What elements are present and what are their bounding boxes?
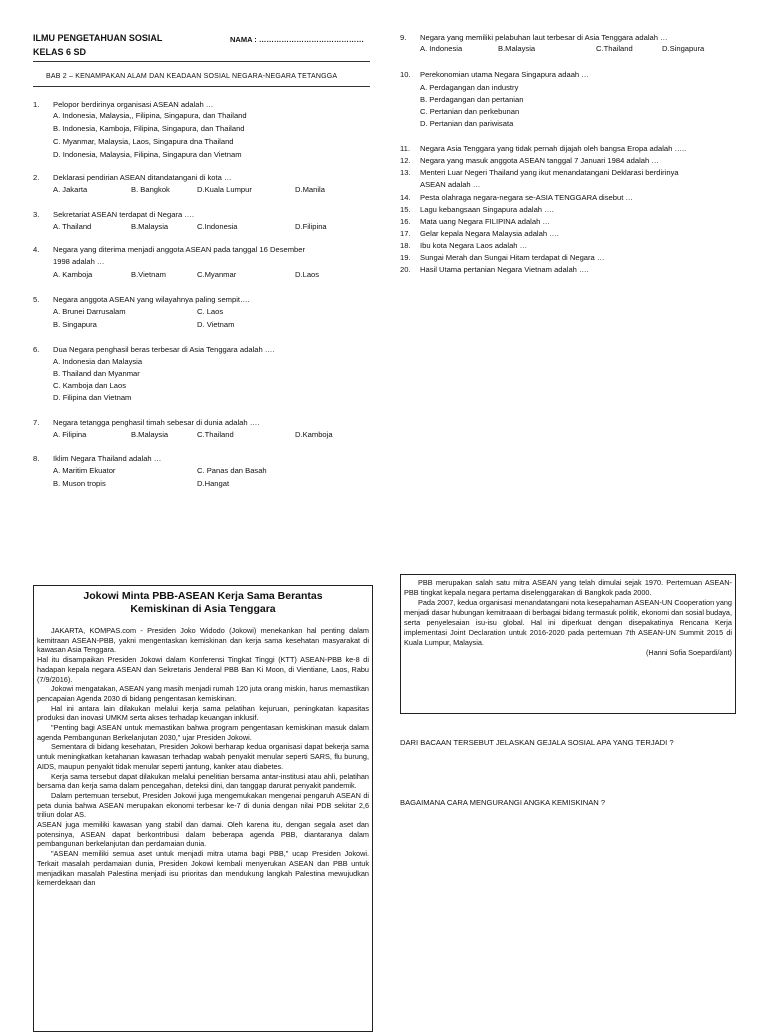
article-paragraph: "ASEAN memiliki semua aset untuk menjadi mitra utama bagi PBB," ucap Presiden Jokowi. Terkait masalah perdamaian dunia, Presiden Jokowi kembali menyerukan ASEAN dan PBB untuk menjadikan masalah Palestina menjadi isu prioritas dan mendukung langkah Palestina mewujudkan kemerdekaan dan (37, 849, 369, 888)
article-paragraph: Dalam pertemuan tersebut, Presiden Jokowi juga mengemukakan mengenai pengaruh ASEAN di peta dunia bahwa ASEAN merupakan ekonomi terbesar ke-7 di dunia dengan nilai PDB sekitar 2,6 triliun dolar AS. (37, 790, 369, 820)
article-paragraph: Kerja sama tersebut dapat dilakukan melalui penelitian bersama antar-institusi atau ahli, pelatihan bersama dan kerja sama dalam pencegahan, deteksi dini, dan tanggap darurat penyakit pandemik. (37, 771, 369, 791)
question-17: 17. Gelar kepala Negara Malaysia adalah …. (400, 229, 559, 238)
article-body (34, 616, 372, 888)
article-paragraph: Hal ini antara lain dilakukan melalui kerja sama pelatihan kejuruan, peningkatan kapasitas produksi dan inovasi UMKM serta akses terhadap keuangan inklusif. (37, 703, 369, 723)
article-box (33, 585, 373, 1032)
essay-question-2: BAGAIMANA CARA MENGURANGI ANGKA KEMISKINAN ? (400, 798, 606, 807)
article-paragraph: Jokowi mengatakan, ASEAN yang masih menjadi rumah 120 juta orang miskin, harus memastikan pencapaian Agenda 2030 di bidang pengentasan kemiskinan. (37, 684, 369, 703)
article-paragraph: ASEAN juga memiliki kawasan yang stabil dan damai. Oleh karena itu, dengan segala aset dan potensinya, ASEAN dapat berkontribusi dalam beberapa agenda PBB, diantaranya dalam pembangunan berkelanjutan dan perdamaian dunia. (37, 820, 369, 849)
article-paragraph: Sementara di bidang kesehatan, Presiden Jokowi berharap kedua organisasi dapat bekerja sama untuk meningkatkan ketahanan kawasan terhadap wabah penyakit menular seperti SARS, flu burung, AIDS, maupun penyakit tidak menular seperti jantung, kanker atau diabetes. (37, 742, 369, 771)
essay-question-1: DARI BACAAN TERSEBUT JELASKAN GEJALA SOSIAL APA YANG TERJADI ? (400, 738, 674, 747)
side-info-body (401, 575, 735, 658)
question-19: 19. Sungai Merah dan Sungai Hitam terdapat di Negara … (400, 253, 605, 262)
question-13: 13. Menteri Luar Negeri Thailand yang ikut menandatangani Deklarasi berdirinya ASEAN adalah … (400, 168, 679, 189)
side-info-box (400, 574, 736, 714)
article-paragraph: JAKARTA, KOMPAS.com - Presiden Joko Widodo (Jokowi) menekankan hal penting dalam kemitraan ASEAN-PBB, yakni mengentaskan kemiskinan dan kerja sama kesehatan masyarakat di kawasan Asia Tenggara. (37, 626, 369, 655)
divider-top (33, 61, 370, 62)
subject-title: ILMU PENGETAHUAN SOSIAL (33, 33, 163, 43)
question-15: 15. Lagu kebangsaan Singapura adalah …. (400, 205, 554, 214)
question-11: 11. Negara Asia Tenggara yang tidak pernah dijajah oleh bangsa Eropa adalah ….. (400, 144, 687, 153)
question-14: 14. Pesta olahraga negara-negara se-ASIA TENGGARA disebut … (400, 193, 634, 202)
article-paragraph: Hal itu disampaikan Presiden Jokowi dalam Konferensi Tingkat Tinggi (KTT) ASEAN-PBB ke-8 di hadapan kepala negara ASEAN dan Sekretaris Jenderal PBB Ban Ki Moon, di Vientiane, Laos, Rabu (7/9/2016). (37, 655, 369, 684)
class-label: KELAS 6 SD (33, 47, 87, 57)
question-18: 18. Ibu kota Negara Laos adalah … (400, 241, 528, 250)
question-16: 16. Mata uang Negara FILIPINA adalah … (400, 217, 551, 226)
article-title: Jokowi Minta PBB-ASEAN Kerja Sama Berantas Kemiskinan di Asia Tenggara (83, 590, 323, 615)
question-20: 20. Hasil Utama pertanian Negara Vietnam adalah …. (400, 265, 589, 274)
side-paragraph: PBB merupakan salah satu mitra ASEAN yang telah dimulai sejak 1970. Pertemuan ASEAN-PBB tingkat kepala negara pertama diselenggarakan di Bangkok pada 2000. (404, 578, 732, 597)
name-field-label: NAMA : …………………………………… (230, 35, 364, 44)
chapter-title: BAB 2 – KENAMPAKAN ALAM DAN KEADAAN SOSIAL NEGARA-NEGARA TETANGGA (46, 73, 338, 80)
article-paragraph: "Penting bagi ASEAN untuk memastikan bahwa program pengentasan kemiskinan masuk dalam agenda Pembangunan Berkelanjutan 2030," ujar Presiden Jokowi. (37, 723, 369, 742)
article-author: (Hanni Sofia Soepardi/ant) (646, 648, 732, 657)
question-12: 12. Negara yang masuk anggota ASEAN tanggal 7 Januari 1984 adalah … (400, 156, 659, 165)
divider-bottom (33, 86, 370, 87)
side-paragraph: Pada 2007, kedua organisasi menandatangani nota kesepahaman ASEAN-UN Cooperation yang menjadi dasar hubungan kemitraaan di berbagai bidang termasuk politik, ekonomi dan sosial budaya, serta penyelesaian isu-isu global. Hal ini diperkuat dengan disepakatinya Rencana Kerja implementasi Joint Declaration untuk 2016-2020 pada pertemuan 7th ASEAN-UN Summit 2015 di Kuala Lumpur, Malaysia. (404, 598, 732, 647)
